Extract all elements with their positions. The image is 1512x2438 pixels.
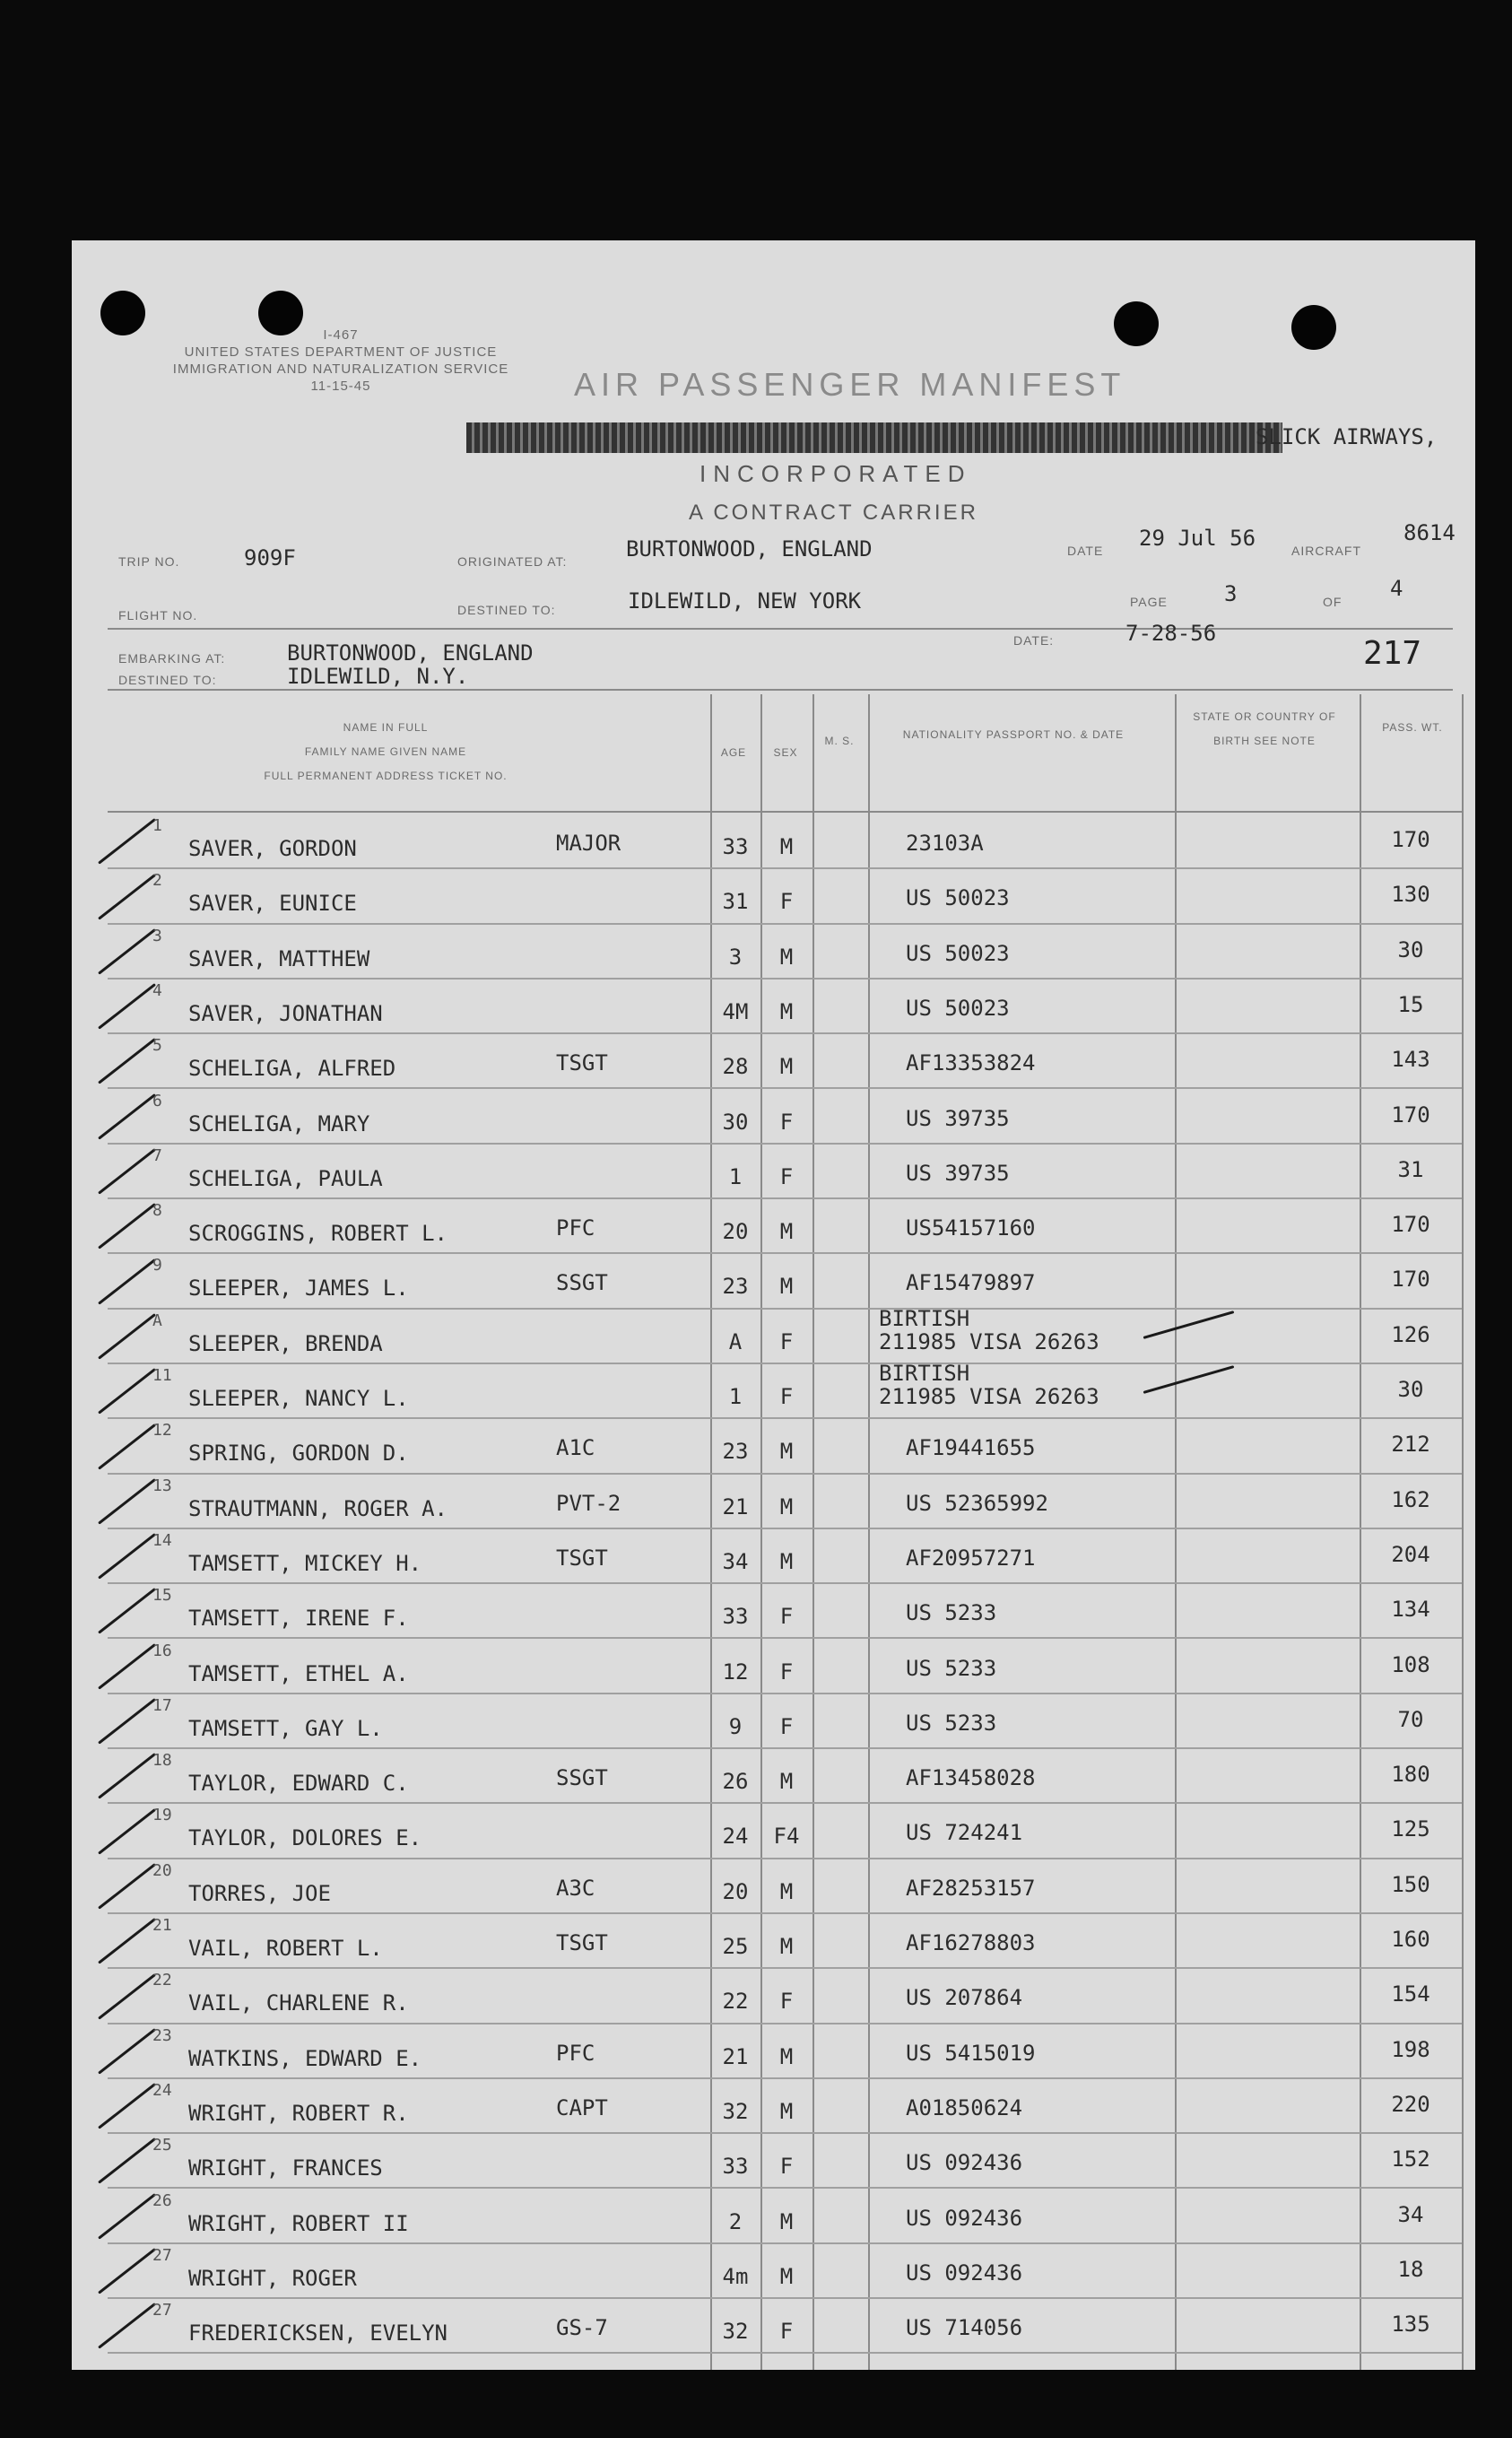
table-row: [72, 1969, 1475, 2024]
manifest-title: AIR PASSENGER MANIFEST: [574, 366, 1126, 403]
passenger-rank: TSGT: [556, 1545, 608, 1571]
table-row: [72, 2024, 1475, 2079]
table-row: [72, 1145, 1475, 1199]
table-row: [72, 1199, 1475, 1254]
passenger-name: SPRING, GORDON D.: [188, 1441, 409, 1467]
check-mark-icon: [98, 1863, 156, 1910]
passenger-weight: 220: [1391, 2091, 1430, 2117]
row-number: 15: [152, 1586, 172, 1606]
row-number: 8: [152, 1201, 162, 1221]
table-row: [72, 1090, 1475, 1145]
table-row: [72, 1749, 1475, 1804]
passenger-name: STRAUTMANN, ROGER A.: [188, 1495, 448, 1521]
passenger-age: 3: [728, 944, 743, 970]
header-ms: M. S.: [824, 735, 855, 747]
destined-to-label: DESTINED TO:: [457, 603, 556, 617]
row-number: 21: [152, 1916, 172, 1935]
check-mark-icon: [98, 928, 156, 975]
aircraft: 8614: [1403, 520, 1456, 545]
passenger-age: 22: [722, 1989, 749, 2015]
header-name: [206, 716, 565, 788]
passport-number: AF20957271: [906, 1545, 1036, 1571]
passport-number: AF13353824: [906, 1050, 1036, 1076]
contract-carrier-label: A CONTRACT CARRIER: [689, 501, 978, 525]
passenger-age: 21: [722, 2043, 749, 2069]
passenger-rank: MAJOR: [556, 831, 621, 856]
passenger-sex: F: [779, 1604, 794, 1630]
row-number: 16: [152, 1641, 172, 1660]
passenger-age: 32: [722, 2098, 749, 2124]
passenger-name: SCHELIGA, ALFRED: [188, 1056, 396, 1082]
table-row: [72, 2190, 1475, 2244]
row-number: 27: [152, 2301, 172, 2320]
check-mark-icon: [98, 1039, 156, 1085]
check-mark-icon: [98, 1424, 156, 1470]
embarking-at: BURTONWOOD, ENGLAND: [287, 640, 534, 666]
passenger-weight: 170: [1391, 1212, 1430, 1238]
check-mark-icon: [98, 1698, 156, 1745]
table-row: [72, 1254, 1475, 1309]
originated-at-label: ORIGINATED AT:: [457, 554, 568, 569]
passenger-weight: 108: [1391, 1651, 1430, 1677]
passenger-rank: PFC: [556, 2040, 595, 2066]
passenger-sex: M: [779, 1548, 794, 1574]
check-mark-icon: [98, 2138, 156, 2185]
passport-number: US54157160: [906, 1215, 1036, 1241]
row-number: 5: [152, 1036, 162, 1056]
header-name-line3: FULL PERMANENT ADDRESS TICKET NO.: [264, 770, 508, 782]
passport-number: US 724241: [906, 1820, 1023, 1846]
passenger-age: 2: [728, 2208, 743, 2234]
divider: [108, 689, 1453, 691]
passenger-age: 28: [722, 1054, 749, 1080]
passenger-rank: TSGT: [556, 1050, 608, 1076]
passenger-sex: M: [779, 1439, 794, 1465]
passenger-rank: SSGT: [556, 1270, 608, 1296]
passenger-name: TAMSETT, IRENE F.: [188, 1606, 409, 1632]
check-mark-icon: [98, 1148, 156, 1195]
passenger-name: FREDERICKSEN, EVELYN: [188, 2320, 448, 2347]
passenger-weight: 31: [1397, 1156, 1424, 1182]
passenger-sex: M: [779, 998, 794, 1024]
check-mark-icon: [98, 1313, 156, 1360]
passenger-name: SAVER, EUNICE: [188, 891, 357, 917]
date-label: DATE: [1067, 544, 1104, 558]
passport-number: 211985 VISA 26263: [879, 1384, 1099, 1409]
passenger-weight: 154: [1391, 1981, 1430, 2007]
passenger-sex: F: [779, 1109, 794, 1135]
check-mark-icon: [98, 1533, 156, 1580]
table-row: [72, 1859, 1475, 1914]
row-number: 2: [152, 871, 162, 891]
passenger-weight: 170: [1391, 1101, 1430, 1128]
passenger-age: 4m: [722, 2263, 749, 2289]
table-row: [72, 1584, 1475, 1639]
page-number: 3: [1224, 581, 1238, 606]
passenger-name: TAMSETT, GAY L.: [188, 1715, 383, 1741]
row-number: 3: [152, 926, 162, 945]
check-mark-icon: [98, 1808, 156, 1855]
check-mark-icon: [98, 2193, 156, 2240]
passport-number: US 39735: [906, 1160, 1010, 1186]
passenger-name: TAYLOR, EDWARD C.: [188, 1771, 409, 1797]
passenger-sex: M: [779, 1878, 794, 1904]
destined-to: IDLEWILD, NEW YORK: [628, 588, 862, 614]
trip-no-label: TRIP NO.: [118, 554, 180, 569]
passenger-age: 12: [722, 1659, 749, 1685]
table-row: [72, 1305, 1475, 1364]
passenger-rank: SSGT: [556, 1765, 608, 1791]
header-nationality: NATIONALITY PASSPORT NO. & DATE: [902, 728, 1125, 741]
passport-nationality: BIRTISH: [879, 1305, 970, 1331]
passenger-name: SAVER, GORDON: [188, 836, 357, 861]
passenger-age: 23: [722, 1439, 749, 1465]
passenger-age: 33: [722, 1604, 749, 1630]
passenger-rank: CAPT: [556, 2094, 608, 2120]
row-rule: [108, 2352, 1462, 2354]
table-row: [72, 1694, 1475, 1749]
table-row: [72, 1475, 1475, 1529]
passenger-name: WRIGHT, ROBERT II: [188, 2210, 409, 2236]
passenger-name: VAIL, ROBERT L.: [188, 1936, 383, 1961]
passenger-age: 1: [728, 1163, 743, 1189]
passenger-sex: M: [779, 2098, 794, 2124]
passenger-sex: M: [779, 1934, 794, 1959]
passenger-sex: F: [779, 2319, 794, 2345]
check-mark-icon: [98, 818, 156, 865]
passenger-name: VAIL, CHARLENE R.: [188, 1990, 409, 2016]
row-number: 12: [152, 1421, 172, 1441]
passport-number: US 52365992: [906, 1490, 1048, 1516]
passport-number: US 5233: [906, 1710, 997, 1736]
agency-line-1: UNITED STATES DEPARTMENT OF JUSTICE: [184, 344, 498, 360]
table-row: [72, 2299, 1475, 2354]
passenger-weight: 126: [1391, 1321, 1430, 1347]
passenger-age: 25: [722, 1934, 749, 1959]
embarking-label: EMBARKING AT:: [118, 651, 226, 666]
passenger-age: 26: [722, 1769, 749, 1795]
agency-line-2: IMMIGRATION AND NATURALIZATION SERVICE: [172, 361, 509, 377]
passport-number: US 5233: [906, 1655, 997, 1681]
passenger-rank: A1C: [556, 1435, 595, 1461]
passenger-sex: M: [779, 1219, 794, 1245]
passenger-weight: 15: [1397, 991, 1424, 1017]
check-mark-icon: [98, 983, 156, 1030]
form-number: I-467: [323, 327, 359, 343]
passport-number: US 5415019: [906, 2040, 1036, 2066]
passenger-sex: F: [779, 1713, 794, 1739]
passenger-weight: 30: [1397, 936, 1424, 962]
check-mark-icon: [98, 2028, 156, 2075]
header-state: STATE OR COUNTRY OF BIRTH SEE NOTE: [1193, 710, 1336, 747]
row-number: 17: [152, 1695, 172, 1715]
row-number: 14: [152, 1530, 172, 1550]
passport-number: US 5233: [906, 1600, 997, 1626]
stamp-number: 217: [1363, 635, 1422, 672]
passenger-sex: F: [779, 1384, 794, 1409]
passenger-weight: 143: [1391, 1047, 1430, 1073]
row-number: A: [152, 1310, 162, 1330]
row-number: 6: [152, 1091, 162, 1110]
header-weight: PASS. WT.: [1382, 721, 1443, 734]
passenger-sex: F: [779, 1989, 794, 2015]
table-row: [72, 1529, 1475, 1584]
check-mark-icon: [98, 1203, 156, 1249]
passenger-name: SCHELIGA, PAULA: [188, 1165, 383, 1191]
passenger-age: 32: [722, 2319, 749, 2345]
row-number: 11: [152, 1366, 172, 1385]
passenger-weight: 130: [1391, 882, 1430, 908]
aircraft-label: AIRCRAFT: [1291, 544, 1361, 558]
row-number: 23: [152, 2025, 172, 2045]
row-number: 7: [152, 1145, 162, 1165]
passenger-sex: M: [779, 2208, 794, 2234]
passenger-age: 20: [722, 1219, 749, 1245]
passenger-name: SCHELIGA, MARY: [188, 1110, 370, 1136]
passport-number: US 39735: [906, 1105, 1010, 1131]
row-number: 19: [152, 1806, 172, 1825]
passenger-age: 31: [722, 889, 749, 915]
check-mark-icon: [98, 874, 156, 920]
passenger-rank: GS-7: [556, 2315, 608, 2341]
passenger-name: TAMSETT, ETHEL A.: [188, 1660, 409, 1686]
header-name-line2: FAMILY NAME GIVEN NAME: [304, 745, 467, 758]
passenger-weight: 162: [1391, 1486, 1430, 1512]
row-number: 27: [152, 2245, 172, 2265]
passenger-name: SCROGGINS, ROBERT L.: [188, 1221, 448, 1247]
check-mark-icon: [98, 1478, 156, 1525]
passenger-age: 4M: [722, 998, 749, 1024]
check-mark-icon: [98, 1368, 156, 1415]
table-row: [72, 2079, 1475, 2134]
passenger-sex: M: [779, 2043, 794, 2069]
passenger-weight: 170: [1391, 827, 1430, 852]
destined-to-label-2: DESTINED TO:: [118, 673, 217, 687]
date-label-2: DATE:: [1013, 633, 1055, 648]
passport-number: US 207864: [906, 1985, 1023, 2011]
table-row: [72, 1034, 1475, 1089]
header-bottom-rule: [108, 811, 1462, 813]
date: 29 Jul 56: [1139, 526, 1256, 551]
passenger-age: 23: [722, 1274, 749, 1300]
of-label: OF: [1323, 595, 1343, 609]
carrier-name: SLICK AIRWAYS,: [1256, 424, 1438, 449]
destined-to-2: IDLEWILD, N.Y.: [287, 664, 469, 689]
passenger-weight: 170: [1391, 1267, 1430, 1293]
divider: [108, 628, 1453, 630]
check-mark-icon: [98, 2083, 156, 2129]
passenger-age: 21: [722, 1493, 749, 1519]
passenger-sex: F: [779, 1328, 794, 1354]
row-number: 26: [152, 2190, 172, 2210]
passenger-weight: 198: [1391, 2036, 1430, 2062]
passenger-age: A: [728, 1328, 743, 1354]
passenger-weight: 180: [1391, 1762, 1430, 1788]
pen-stroke: [1143, 1365, 1235, 1394]
row-number: 24: [152, 2080, 172, 2100]
passenger-weight: 152: [1391, 2146, 1430, 2172]
punch-hole: [1291, 305, 1336, 350]
row-number: 9: [152, 1256, 162, 1276]
passenger-sex: M: [779, 1274, 794, 1300]
passport-number: AF28253157: [906, 1875, 1036, 1901]
row-number: 22: [152, 1971, 172, 1990]
passenger-rank: A3C: [556, 1875, 595, 1901]
passenger-sex: F: [779, 2154, 794, 2180]
pen-stroke: [1143, 1310, 1235, 1339]
passenger-weight: 150: [1391, 1871, 1430, 1897]
passenger-rank: PFC: [556, 1215, 595, 1241]
check-mark-icon: [98, 1093, 156, 1140]
table-row: [72, 1419, 1475, 1474]
table-row: [72, 1640, 1475, 1694]
passenger-name: TORRES, JOE: [188, 1880, 331, 1906]
passenger-name: WRIGHT, ROBERT R.: [188, 2100, 409, 2126]
passenger-age: 33: [722, 2154, 749, 2180]
check-mark-icon: [98, 1258, 156, 1305]
passenger-sex: F4: [773, 1824, 800, 1850]
passenger-age: 1: [728, 1384, 743, 1409]
table-row: [72, 925, 1475, 980]
passport-number: US 50023: [906, 885, 1010, 911]
passport-number: A01850624: [906, 2094, 1023, 2120]
punch-hole: [1114, 301, 1159, 346]
passenger-sex: M: [779, 1054, 794, 1080]
passenger-sex: M: [779, 944, 794, 970]
passenger-rank: TSGT: [556, 1930, 608, 1955]
table-row: [72, 1914, 1475, 1969]
passport-number: 211985 VISA 26263: [879, 1328, 1099, 1354]
passport-number: US 50023: [906, 940, 1010, 966]
passenger-name: WRIGHT, FRANCES: [188, 2155, 383, 2181]
check-mark-icon: [98, 1918, 156, 1964]
date-2: 7-28-56: [1125, 621, 1217, 646]
agency-block: [126, 327, 556, 395]
row-number: 1: [152, 816, 162, 835]
passport-number: AF13458028: [906, 1765, 1036, 1791]
passenger-name: SLEEPER, NANCY L.: [188, 1386, 409, 1411]
passenger-name: TAMSETT, MICKEY H.: [188, 1550, 422, 1576]
table-row: [72, 1804, 1475, 1859]
passport-number: US 50023: [906, 995, 1010, 1021]
passenger-weight: 34: [1397, 2201, 1424, 2227]
passenger-name: WATKINS, EDWARD E.: [188, 2045, 422, 2071]
passenger-sex: F: [779, 889, 794, 915]
check-mark-icon: [98, 2248, 156, 2294]
passenger-sex: M: [779, 1769, 794, 1795]
passport-number: AF19441655: [906, 1435, 1036, 1461]
table-row: [72, 980, 1475, 1034]
passenger-name: SLEEPER, BRENDA: [188, 1330, 383, 1356]
passenger-sex: F: [779, 1659, 794, 1685]
passenger-rank: PVT-2: [556, 1490, 621, 1516]
passenger-weight: 70: [1397, 1706, 1424, 1732]
passenger-weight: 135: [1391, 2312, 1430, 2338]
passenger-name: TAYLOR, DOLORES E.: [188, 1825, 422, 1851]
table-row: [72, 869, 1475, 924]
check-mark-icon: [98, 2303, 156, 2349]
row-number: 18: [152, 1751, 172, 1771]
passenger-age: 33: [722, 834, 749, 859]
check-mark-icon: [98, 1973, 156, 2020]
passenger-age: 34: [722, 1548, 749, 1574]
form-date: 11-15-45: [310, 379, 371, 394]
passenger-weight: 125: [1391, 1816, 1430, 1842]
passport-number: US 092436: [906, 2150, 1023, 2176]
passport-number: US 092436: [906, 2260, 1023, 2286]
row-number: 20: [152, 1860, 172, 1880]
passenger-sex: M: [779, 834, 794, 859]
check-mark-icon: [98, 1589, 156, 1635]
passport-nationality: BIRTISH: [879, 1361, 970, 1386]
passport-number: AF15479897: [906, 1270, 1036, 1296]
passenger-sex: M: [779, 1493, 794, 1519]
header-age: AGE: [720, 746, 747, 759]
check-mark-icon: [98, 1643, 156, 1690]
passenger-weight: 30: [1397, 1377, 1424, 1402]
table-row: [72, 2244, 1475, 2299]
table-row: [72, 814, 1475, 869]
passenger-name: WRIGHT, ROGER: [188, 2265, 357, 2291]
passport-number: 23103A: [906, 831, 984, 856]
manifest-page: [72, 240, 1475, 2370]
flight-no-label: FLIGHT NO.: [118, 608, 198, 623]
row-number: 4: [152, 980, 162, 1000]
passenger-name: SAVER, MATTHEW: [188, 945, 370, 971]
passenger-age: 9: [728, 1713, 743, 1739]
passenger-age: 20: [722, 1878, 749, 1904]
passenger-weight: 134: [1391, 1597, 1430, 1623]
passport-number: US 092436: [906, 2205, 1023, 2231]
passport-number: AF16278803: [906, 1930, 1036, 1955]
struck-out-carrier-name: [466, 422, 1282, 453]
passenger-weight: 212: [1391, 1432, 1430, 1458]
page-label: PAGE: [1130, 595, 1168, 609]
table-row: [72, 1361, 1475, 1419]
incorporated-label: INCORPORATED: [700, 460, 972, 487]
header-name-line1: NAME IN FULL: [343, 721, 429, 734]
table-row: [72, 2134, 1475, 2189]
originated-at: BURTONWOOD, ENGLAND: [626, 536, 873, 562]
trip-no: 909F: [244, 545, 296, 570]
passenger-name: SAVER, JONATHAN: [188, 1000, 383, 1026]
passenger-sex: F: [779, 1163, 794, 1189]
page-total: 4: [1390, 576, 1403, 601]
passport-number: US 714056: [906, 2315, 1023, 2341]
passenger-weight: 204: [1391, 1541, 1430, 1567]
passenger-name: SLEEPER, JAMES L.: [188, 1276, 409, 1302]
row-number: 13: [152, 1476, 172, 1495]
row-number: 25: [152, 2136, 172, 2155]
passenger-sex: M: [779, 2263, 794, 2289]
header-sex: SEX: [773, 746, 798, 759]
passenger-weight: 18: [1397, 2256, 1424, 2282]
passenger-weight: 160: [1391, 1927, 1430, 1952]
check-mark-icon: [98, 1753, 156, 1799]
passenger-age: 30: [722, 1109, 749, 1135]
passenger-age: 24: [722, 1824, 749, 1850]
